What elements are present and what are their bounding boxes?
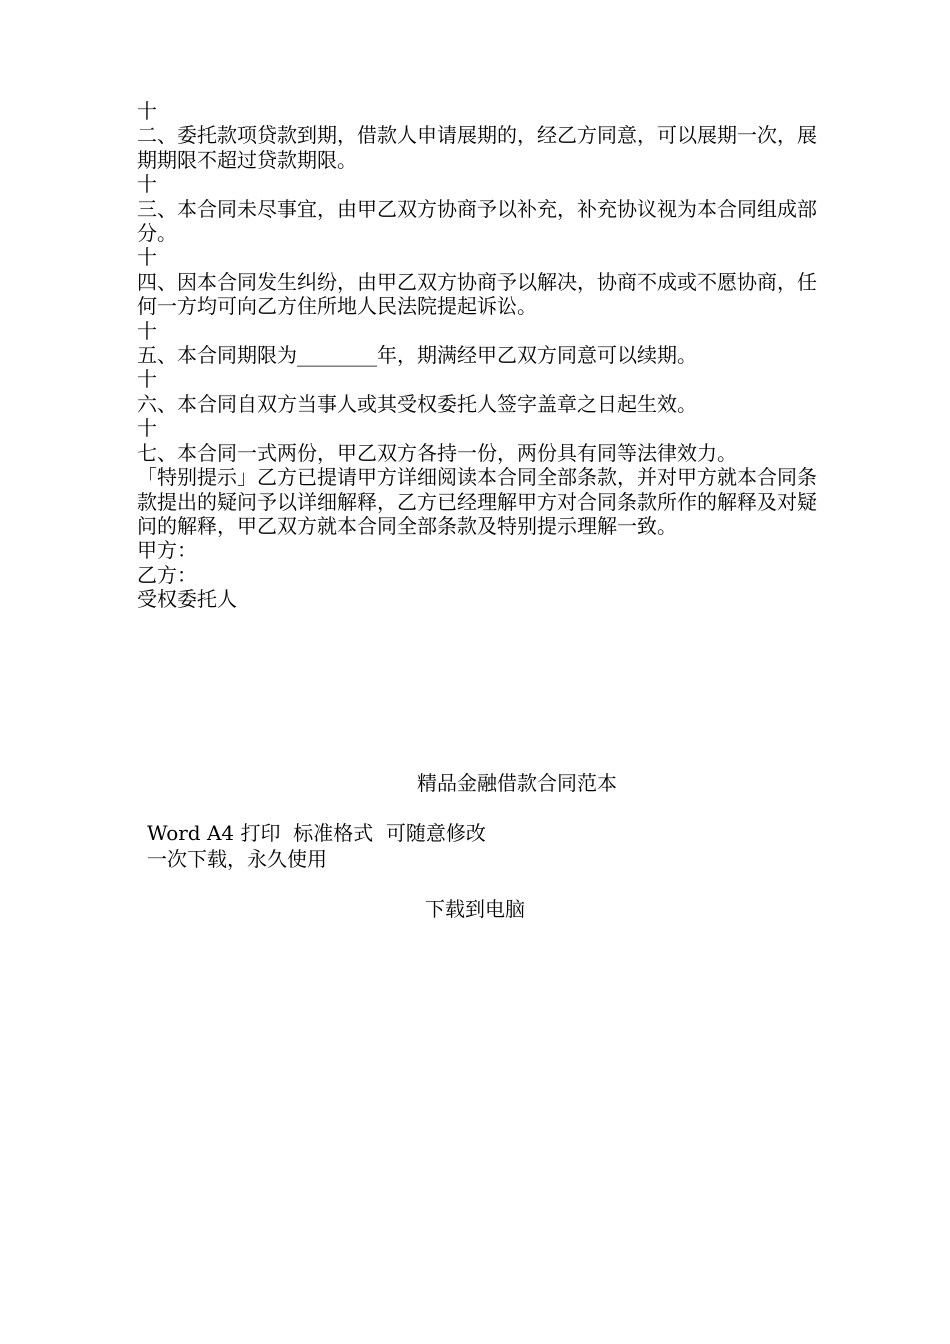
- clause-marker: 十: [137, 245, 157, 270]
- clause-marker: 十: [137, 99, 157, 123]
- template-meta-line-2: 一次下载，永久使用: [147, 847, 327, 871]
- authorized-agent-signature: 受权委托人: [137, 587, 237, 612]
- template-meta-line-1: Word A4 打印 标准格式 可随意修改: [147, 821, 486, 845]
- clause-15: 五、本合同期限为________年，期满经甲乙双方同意可以续期。: [137, 343, 697, 368]
- clause-marker: 十: [137, 318, 157, 343]
- contract-body: [137, 99, 817, 612]
- special-notice: 「特别提示」乙方已提请甲方详细阅读本合同全部条款，并对甲方就本合同条款提出的疑问予以详细解释，乙方已经理解甲方对合同条款所作的解释及对疑问的解释，甲乙双方就本合同全部条款及特别提示理解一致。: [137, 465, 817, 538]
- clause-marker: 十: [137, 416, 157, 441]
- clause-marker: 十: [137, 172, 157, 197]
- clause-14: 四、因本合同发生纠纷，由甲乙双方协商予以解决，协商不成或不愿协商，任何一方均可向乙方住所地人民法院提起诉讼。: [137, 269, 817, 319]
- clause-marker: 十: [137, 367, 157, 392]
- download-link[interactable]: 下载到电脑: [425, 897, 525, 921]
- clause-16: 六、本合同自双方当事人或其受权委托人签字盖章之日起生效。: [137, 391, 697, 416]
- party-b-signature: 乙方：: [137, 562, 197, 587]
- template-meta: [147, 820, 486, 872]
- template-title: 精品金融借款合同范本: [417, 771, 617, 795]
- clause-13: 三、本合同未尽事宜，由甲乙双方协商予以补充，补充协议视为本合同组成部分。: [137, 196, 817, 246]
- party-a-signature: 甲方：: [137, 538, 197, 563]
- clause-12: 二、委托款项贷款到期，借款人申请展期的，经乙方同意，可以展期一次，展期期限不超过贷款期限。: [137, 123, 817, 172]
- clause-17: 七、本合同一式两份，甲乙双方各持一份，两份具有同等法律效力。: [137, 440, 737, 465]
